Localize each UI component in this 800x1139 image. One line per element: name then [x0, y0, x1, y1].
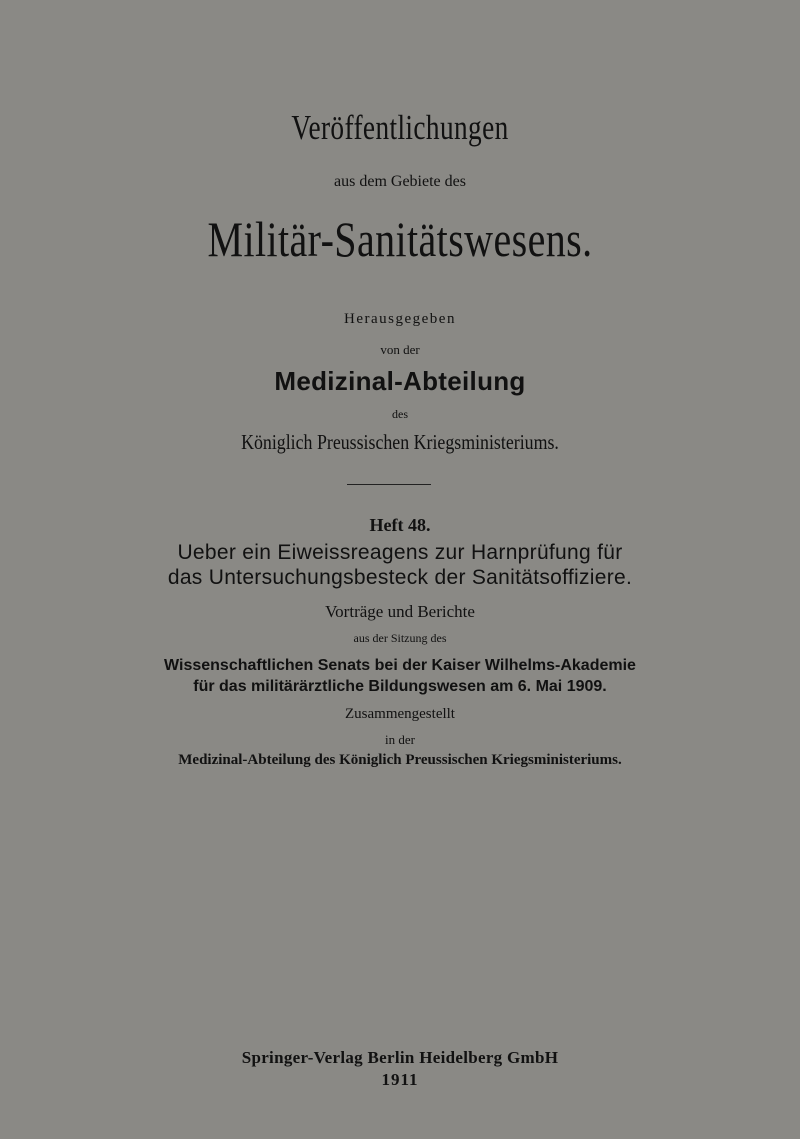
editor-von: von der [380, 342, 420, 357]
in-der-label: in der [385, 732, 415, 747]
vortraege-heading: Vorträge und Berichte [325, 602, 475, 621]
sitzung-line: aus der Sitzung des [353, 631, 447, 645]
compiler-name: Medizinal-Abteilung des Königlich Preussischen Kriegsministeriums. [178, 752, 622, 768]
editor-name: Medizinal-Abteilung [274, 366, 526, 396]
series-title: Veröffentlichungen [291, 108, 509, 147]
editor-ministry: Königlich Preussischen Kriegsministeriums. [241, 430, 559, 454]
main-title: Militär-Sanitätswesens. [207, 211, 593, 267]
subject-line-1: Ueber ein Eiweissreagens zur Harnprüfung für [177, 541, 623, 564]
editor-intro: Herausgegeben [344, 311, 456, 327]
editor-des: des [392, 407, 408, 421]
subject-line-2: das Untersuchungsbesteck der Sanitätsoffiziere. [167, 566, 633, 589]
issue-number: Heft 48. [369, 515, 431, 535]
senat-line-1: Wissenschaftlichen Senats bei der Kaiser Wilhelms-Akademie [164, 657, 636, 674]
series-subtitle: aus dem Gebiete des [334, 173, 466, 190]
publication-year: 1911 [381, 1070, 419, 1089]
publisher: Springer-Verlag Berlin Heidelberg GmbH [241, 1048, 559, 1067]
divider [347, 484, 431, 485]
compiled-by-label: Zusammengestellt [345, 706, 455, 722]
senat-line-2: für das militärärztliche Bildungswesen am 6. Mai 1909. [193, 678, 607, 695]
